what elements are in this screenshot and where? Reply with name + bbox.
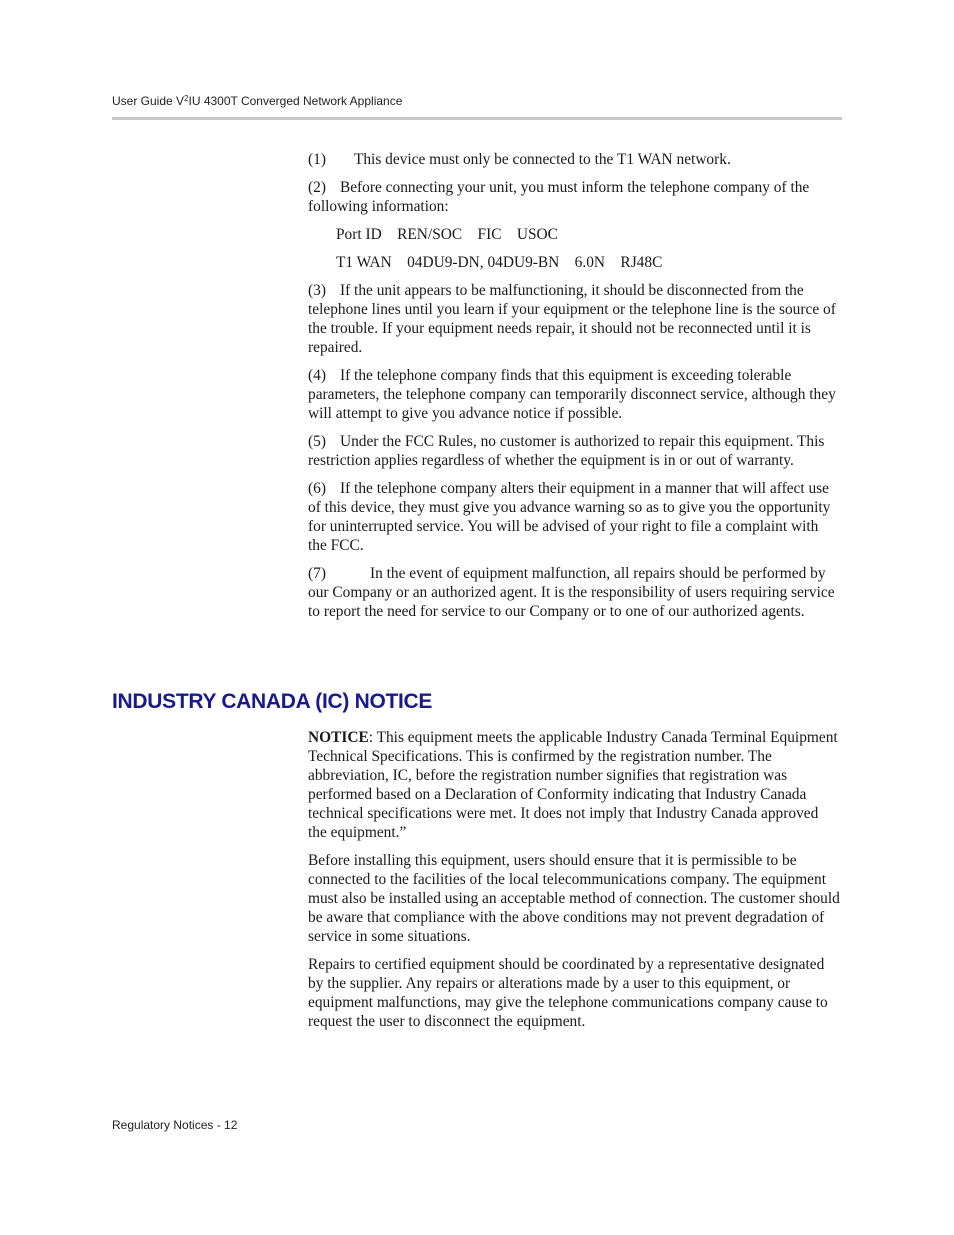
section-title bbox=[112, 690, 432, 714]
list-item bbox=[308, 150, 840, 169]
ic-notice-section bbox=[308, 728, 840, 1040]
section-title-text: INDUSTRY CANADA (IC) NOTICE bbox=[112, 690, 433, 713]
header-superscript: 2 bbox=[184, 94, 189, 103]
item-number: (2) bbox=[308, 179, 326, 196]
installation-paragraph: Before installing this equipment, users should ensure that it is permissible to be connected to the facilities of the local telecommunications company. The equipment must also be installed using an acceptable method of connection. The customer should be aware that compliance with the above conditions may not prevent degradation of service in some situations. bbox=[308, 852, 840, 945]
notice-label: NOTICE bbox=[308, 729, 369, 746]
item-text: This device must only be connected to the T1 WAN network. bbox=[353, 151, 731, 168]
item-number: (6) bbox=[308, 480, 326, 497]
item-number: (1) bbox=[308, 151, 326, 168]
item-number: (5) bbox=[308, 433, 326, 450]
item-text: If the unit appears to be malfunctioning, it should be disconnected from the telephone lines until you learn if your equipment or the telephone line is the source of the trouble. If your equipment needs repair, it should not be reconnected until it is repaired. bbox=[308, 282, 836, 356]
header-rule bbox=[112, 117, 842, 120]
notice-text: : This equipment meets the applicable Industry Canada Terminal Equipment Technical Specifications. This is confirmed by the registration number. The abbreviation, IC, before the registration number signifies that registration was performed based on a Declaration of Conformity indicating that Industry Canada technical specifications were met. It does not imply that Industry Canada approved the equipment.” bbox=[308, 729, 838, 841]
list-item bbox=[308, 178, 840, 216]
item-number: (7) bbox=[308, 565, 326, 582]
list-item bbox=[308, 432, 840, 470]
header-suffix: IU 4300T Converged Network Appliance bbox=[188, 94, 403, 108]
item-text: In the event of equipment malfunction, all repairs should be performed by our Company or an authorized agent. It is the responsibility of users requiring service to report the need for service to our Company or to one of our authorized agents. bbox=[308, 565, 835, 620]
list-item bbox=[308, 281, 840, 357]
item-text: If the telephone company alters their equipment in a manner that will affect use of this device, they must give you advance warning so as to give you the opportunity for uninterrupted service. You will be advised of your right to file a complaint with the FCC. bbox=[308, 480, 831, 554]
list-item bbox=[308, 564, 840, 621]
item-number: (3) bbox=[308, 282, 326, 299]
port-table-header: Port ID REN/SOC FIC USOC bbox=[336, 226, 558, 243]
item-number: (4) bbox=[308, 367, 326, 384]
list-item bbox=[308, 366, 840, 423]
port-table-row: T1 WAN 04DU9-DN, 04DU9-BN 6.0N RJ48C bbox=[336, 254, 663, 271]
fcc-requirements-list bbox=[308, 150, 840, 630]
list-item bbox=[308, 479, 840, 555]
header-prefix: User Guide V bbox=[112, 94, 185, 108]
notice-paragraph bbox=[308, 728, 840, 842]
item-text: Before connecting your unit, you must inform the telephone company of the following information: bbox=[308, 179, 810, 215]
page-footer: Regulatory Notices - 12 bbox=[112, 1118, 238, 1132]
repairs-paragraph: Repairs to certified equipment should be coordinated by a representative designated by the supplier. Any repairs or alterations made by a user to this equipment, or equipment malfunctions, may give the telephone communications company cause to request the user to disconnect the equipment. bbox=[308, 956, 828, 1030]
item-text: If the telephone company finds that this equipment is exceeding tolerable parameters, the telephone company can temporarily disconnect service, although they will attempt to give you advance notice if possible. bbox=[308, 367, 836, 422]
item-text: Under the FCC Rules, no customer is authorized to repair this equipment. This restriction applies regardless of whether the equipment is in or out of warranty. bbox=[308, 433, 825, 469]
running-header bbox=[112, 94, 402, 108]
